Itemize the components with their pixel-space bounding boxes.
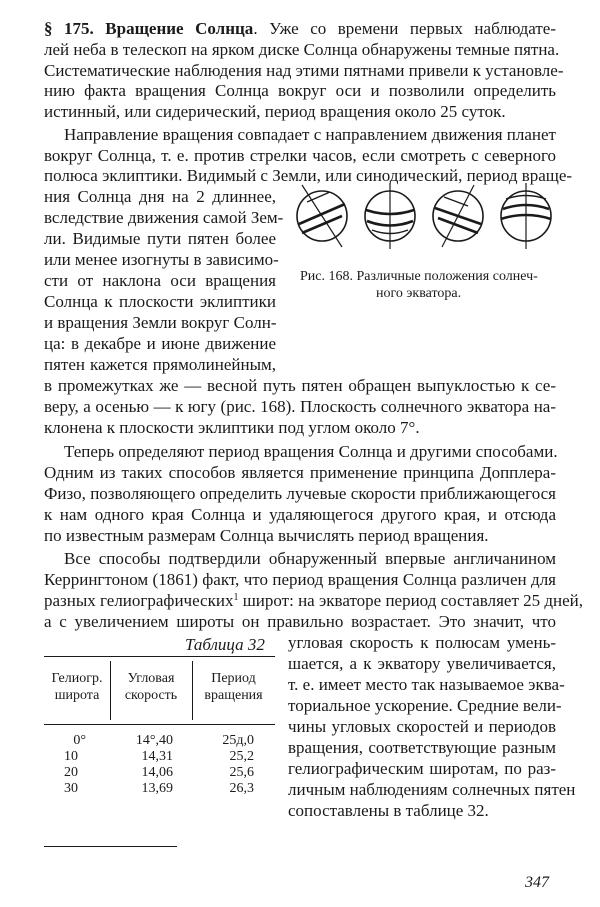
figure-caption-cont: ного экватора. [376,286,462,301]
text-line: по известным размерам Солнца вычислять период вращения. [44,526,489,545]
text-line: шается, а к экватору увеличивается, [288,654,556,673]
table-cell: 25,2 [229,749,254,764]
text-line: ториальное ускорение. Средние вели- [288,696,562,715]
text-line: вокруг Солнца, т. е. против стрелки часов, если смотреть с северного [44,146,556,165]
table-cell: 0° [73,733,86,748]
section-number: § 175. [44,19,94,38]
table-rule-top [44,656,275,657]
text-line: разных гелиографических$^1$ широт: на экваторе период составляет 25 дней, [44,591,584,610]
text-line: лей неба в телескоп на ярком диске Солнца обнаружены темные пятна. [44,40,560,59]
table-cell: 30 [64,781,78,796]
text-line: Теперь определяют период вращения Солнца и другими способами. [64,442,558,461]
text-line: веру, а осенью — к югу (рис. 168). Плоскость солнечного экватора на- [44,397,556,416]
text-line: Все способы подтвердили обнаруженный впервые англичанином [64,549,556,568]
table-header: Гелиогр. широта [51,671,103,703]
text-line: угловая скорость к полюсам умень- [288,633,556,652]
sun-disk-4 [501,183,551,249]
text-line: Одним из таких способов является применение принципа Допплера- [44,463,556,482]
table-caption: Таблица 32 [185,635,265,654]
table-cell: 14,06 [141,765,173,780]
text-line: Физо, позволяющего определить лучевые скорости приближающегося [44,484,556,503]
text-line: сопоставлены в таблице 32. [288,801,489,820]
text-line: вращения, соответствующие разным [288,738,556,757]
sun-disk-2 [365,183,415,249]
table-cell: 25,6 [229,765,254,780]
text-line: Солнца к плоскости эклиптики [44,292,276,311]
text-line: и вращения Земли вокруг Солн- [44,313,277,332]
text-line: или менее изогнуты в зависимо- [44,250,279,269]
table-cell: 13,69 [141,781,173,796]
table-header: Угловая скорость [124,671,178,703]
table-cell: 26,3 [229,781,254,796]
text-line: чины угловых скоростей и периодов [288,717,556,736]
table-32 [44,656,275,804]
text-line: к нам одного края Солнца и удаляющегося другого края, и отсюда [44,505,556,524]
text-line: истинный, или сидерический, период вращения около 25 суток. [44,102,506,121]
text-line: сти от наклона оси вращения [44,271,276,290]
text-line: нию факта вращения Солнца вокруг оси и позволили определить [44,81,556,100]
text-line: ли. Видимые пути пятен более [44,229,276,248]
text-line: пятен кажется прямолинейным, [44,355,276,374]
text-line: вследствие движения самой Зем- [44,208,284,227]
text-line: ния Солнца дня на 2 длиннее, [44,187,276,206]
page-number: 347 [525,874,549,891]
text-line: а с увеличением широты он правильно возрастает. Это значит, что [44,612,556,631]
table-cell: 20 [64,765,78,780]
text-line: ца: в декабре и июне движение [44,334,276,353]
table-rule-header [44,724,275,725]
text-line: клонена к плоскости эклиптики под углом около 7°. [44,418,420,437]
section-title: Вращение Солнца [105,19,254,38]
text-line: личным наблюдениям солнечных пятен [288,780,576,799]
figure-solar-equator [292,180,562,260]
text-line: гелиографическим широтам, по раз- [288,759,556,778]
footnote-marker: 1 [233,592,239,603]
sun-disk-3 [433,185,483,247]
sun-disk-1 [297,185,347,247]
text-line: в промежутках же — весной путь пятен обращен выпуклостью к се- [44,376,556,395]
heading-line [44,18,556,39]
text-line: Керрингтоном (1861) факт, что период вращения Солнца различен для [44,570,556,589]
table-cell: 10 [64,749,78,764]
table-cell: 14°,40 [135,733,173,748]
text-line: т. е. имеет место так называемое эква- [288,675,565,694]
intro-text: . Уже со времени первых наблюдате- [253,19,557,38]
figure-caption: Рис. 168. Различные положения солнеч- [300,269,538,284]
text-line: Систематические наблюдения над этими пятнами привели к установле- [44,61,564,80]
text-line: Направление вращения совпадает с направлением движения планет [64,125,556,144]
table-cell: 25д,0 [222,733,254,748]
table-header: Период вращения [204,671,263,703]
footnote-rule [44,846,177,847]
text-line: полюса эклиптики. Видимый с Земли, или синодический, период враще- [44,166,573,185]
table-cell: 14,31 [141,749,173,764]
